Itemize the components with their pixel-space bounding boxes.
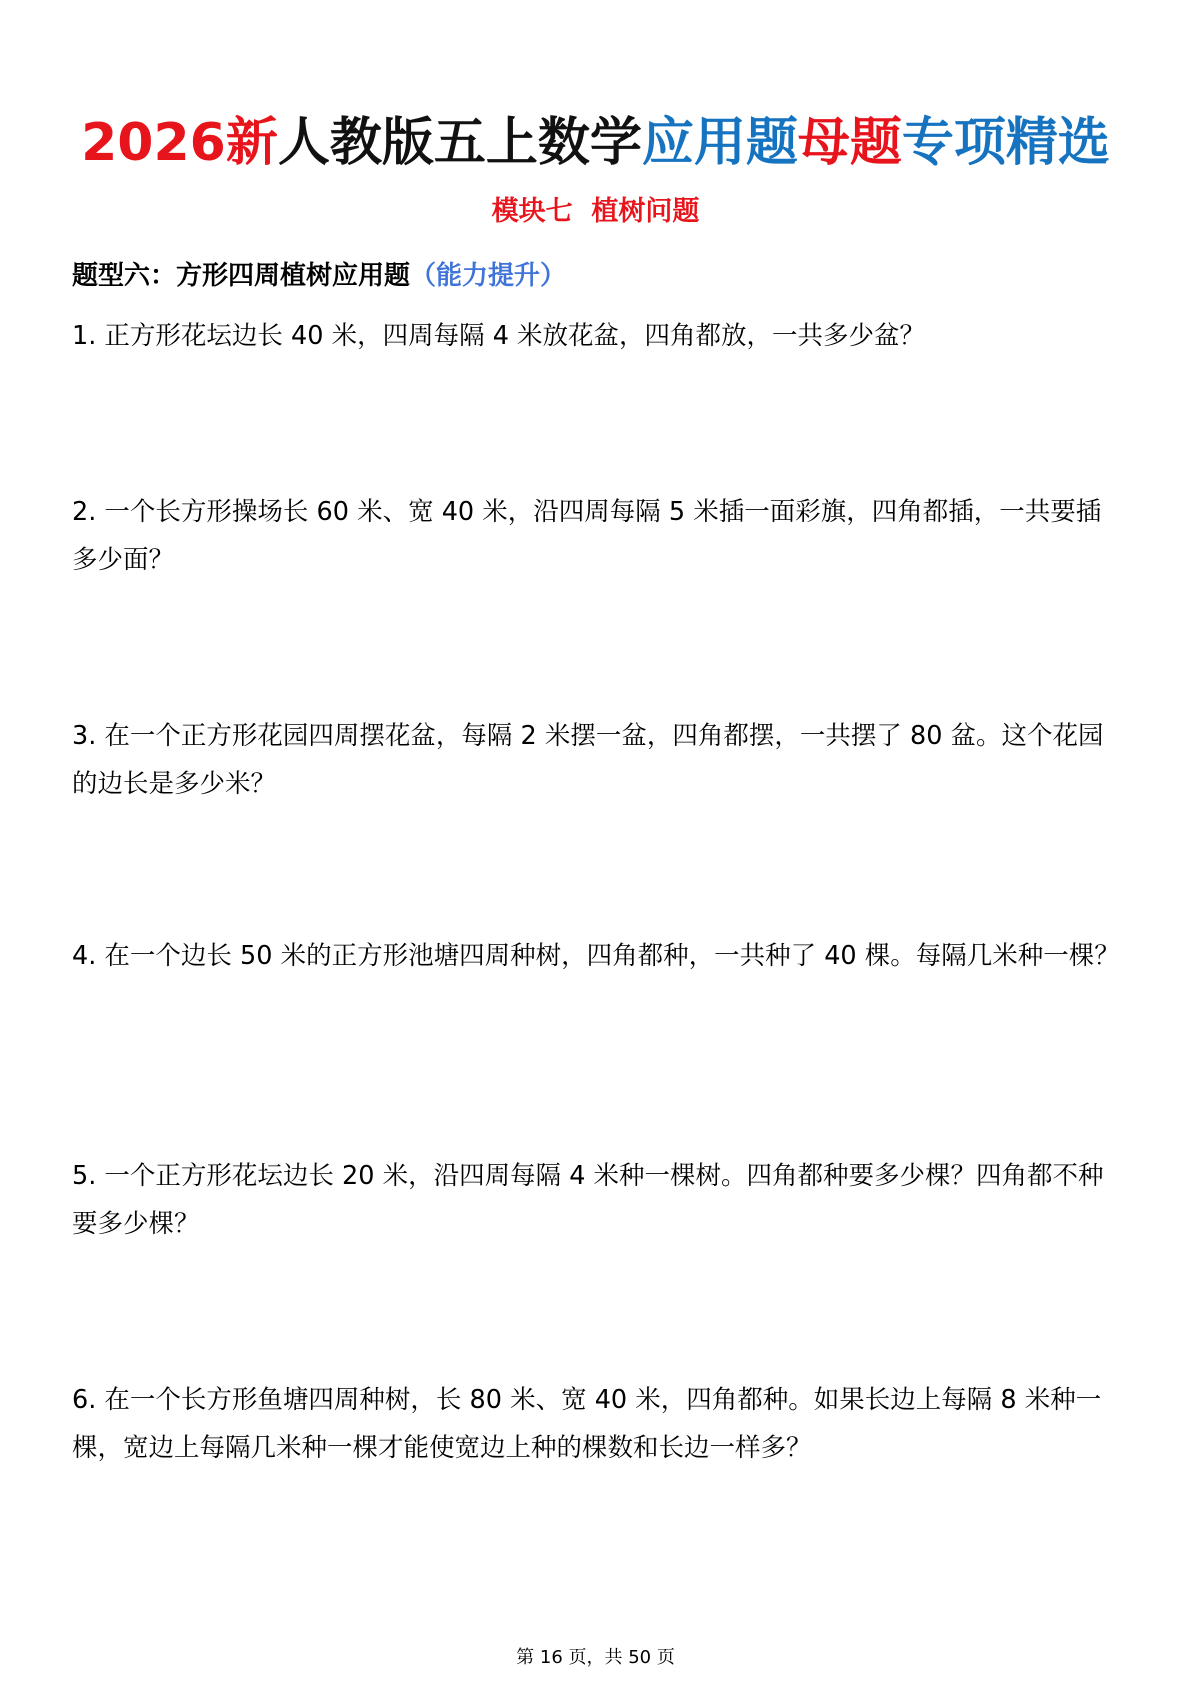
page-footer: 第 16 页，共 50 页 — [516, 1647, 675, 1668]
section-label: 题型六：方形四周植树应用题 — [72, 261, 411, 291]
title-part-mother: 母题 — [797, 113, 902, 173]
question-6: 6. 在一个长方形鱼塘四周种树，长 80 米、宽 40 米，四角都种。如果长边上每隔 8 米种一棵，宽边上每隔几米种一棵才能使宽边上种的棵数和长边一样多？ — [72, 1385, 1102, 1463]
document-title — [0, 108, 1191, 178]
question-4: 4. 在一个边长 50 米的正方形池塘四周种树，四角都种，一共种了 40 棵。每隔几米种一棵？ — [72, 941, 1120, 971]
title-part-year: 2026新 — [81, 113, 278, 173]
question-2: 2. 一个长方形操场长 60 米、宽 40 米，沿四周每隔 5 米插一面彩旗，四角都插，一共要插多少面？ — [72, 497, 1102, 575]
title-part-selection: 专项精选 — [901, 113, 1110, 173]
title-part-edition: 人教版五上数学 — [277, 113, 642, 173]
question-1: 1. 正方形花坛边长 40 米，四周每隔 4 米放花盆，四角都放，一共多少盆？ — [72, 321, 926, 351]
question-5: 5. 一个正方形花坛边长 20 米，沿四周每隔 4 米种一棵树。四角都种要多少棵？四角都不种要多少棵？ — [72, 1161, 1104, 1239]
section-tag: （能力提升） — [410, 261, 567, 291]
module-subtitle: 模块七 植树问题 — [491, 196, 700, 227]
title-part-type: 应用题 — [641, 113, 798, 173]
section-heading — [72, 256, 566, 296]
question-3: 3. 在一个正方形花园四周摆花盆，每隔 2 米摆一盆，四角都摆，一共摆了 80 盆。这个花园的边长是多少米？ — [72, 721, 1104, 799]
